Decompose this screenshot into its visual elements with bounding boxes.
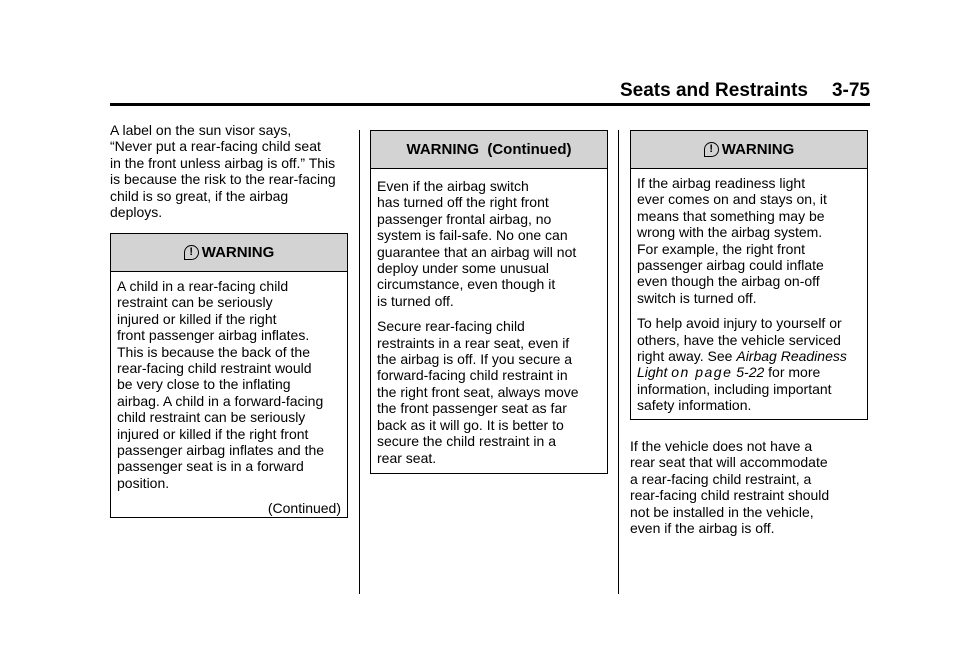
header-text (620, 80, 870, 102)
warning-line: front passenger airbag inflates. (117, 327, 310, 344)
warning-box-1 (110, 233, 348, 518)
warning-line: restraints in a rear seat, even if (377, 334, 570, 351)
warning-line: is turned off. (377, 292, 454, 309)
warning-line: for more (764, 364, 821, 381)
continued-note: (Continued) (267, 500, 341, 517)
intro-line: A label on the sun visor says, (110, 122, 292, 138)
warning-line: rear-facing child restraint would (117, 360, 312, 377)
warning-icon: ! (184, 245, 199, 260)
closing-line: not be installed in the vehicle, (630, 503, 814, 520)
warning-line: wrong with the airbag system. (637, 224, 823, 241)
closing-line: rear seat that will accommodate (630, 454, 828, 471)
column-divider-2 (618, 130, 619, 594)
warning-line: has turned off the right front (377, 194, 549, 211)
warning-line: secure the child restraint in a (377, 433, 556, 450)
warning-line: ever comes on and stays on, it (637, 191, 827, 208)
warning-header (111, 234, 347, 272)
warning-line: switch is turned off. (637, 289, 757, 306)
warning-line: system is fail-safe. No one can (377, 227, 568, 244)
warning-header (631, 131, 867, 169)
warning-line: airbag. A child in a forward-facing (117, 392, 324, 409)
warning-line: passenger seat is in a forward (117, 458, 304, 475)
warning-title: WARNING (Continued) (406, 141, 572, 158)
intro-line: “Never put a rear-facing child seat (110, 138, 321, 155)
warning-line: child restraint can be seriously (117, 409, 306, 426)
warning-title: WARNING (201, 244, 275, 261)
on-page-text: on page (671, 364, 733, 381)
warning-line: passenger airbag inflates and the (117, 442, 325, 459)
cross-reference-link[interactable]: Airbag Readiness (736, 348, 847, 365)
warning-paragraph-2 (637, 315, 861, 413)
cross-reference-link-cont[interactable]: Light (637, 364, 668, 381)
closing-line: even if the airbag is off. (630, 520, 775, 537)
warning-line: Even if the airbag switch (377, 178, 529, 194)
column-divider-1 (359, 130, 360, 594)
warning-line: right away. See (637, 348, 737, 365)
warning-line: be very close to the inflating (117, 376, 291, 393)
page-reference[interactable]: 5-22 (736, 364, 765, 381)
intro-line: deploys. (110, 204, 163, 221)
warning-line: the airbag is off. If you secure a (377, 351, 573, 368)
warning-line: passenger airbag could inflate (637, 257, 824, 274)
warning-body (111, 272, 347, 523)
warning-line: even though the airbag on-off (637, 273, 820, 290)
warning-line: safety information. (637, 397, 752, 414)
intro-line: in the front unless airbag is off.” This (110, 154, 336, 171)
warning-header (371, 131, 607, 169)
warning-line: passenger frontal airbag, no (377, 210, 552, 227)
warning-body (631, 169, 867, 420)
warning-line: deploy under some unusual (377, 260, 550, 277)
warning-line: circumstance, even though it (377, 276, 556, 293)
warning-line: If the airbag readiness light (637, 175, 806, 191)
warning-line: For example, the right front (637, 240, 806, 257)
warning-line: information, including important (637, 380, 832, 397)
warning-paragraph-1 (637, 175, 861, 306)
intro-line: child is so great, if the airbag (110, 187, 289, 204)
warning-paragraph-2 (377, 318, 601, 466)
warning-body (371, 169, 607, 472)
closing-line: a rear-facing child restraint, a (630, 470, 812, 487)
warning-title: WARNING (721, 141, 795, 158)
warning-line: back as it will go. It is better to (377, 416, 564, 433)
warning-text (117, 278, 341, 491)
warning-line: the right front seat, always move (377, 383, 579, 400)
warning-line: A child in a rear-facing child (117, 278, 289, 294)
warning-line: others, have the vehicle serviced (637, 331, 841, 348)
closing-line: rear-facing child restraint should (630, 487, 830, 504)
warning-line: means that something may be (637, 207, 825, 224)
closing-line: If the vehicle does not have a (630, 438, 813, 454)
section-title: Seats and Restraints (620, 80, 808, 101)
warning-line: restraint can be seriously (117, 294, 273, 311)
warning-icon: ! (704, 142, 719, 157)
warning-line: position. (117, 474, 170, 491)
page-number: 3-75 (831, 80, 870, 101)
warning-line: forward-facing child restraint in (377, 367, 568, 384)
page-header (110, 80, 870, 104)
warning-paragraph-1 (377, 178, 601, 309)
header-rule (110, 103, 870, 106)
warning-line: Secure rear-facing child (377, 318, 525, 335)
warning-line: the front passenger seat as far (377, 400, 567, 417)
warning-line: guarantee that an airbag will not (377, 243, 577, 260)
intro-paragraph (110, 122, 350, 220)
warning-line: injured or killed if the right front (117, 425, 309, 442)
warning-box-2 (370, 130, 608, 474)
warning-line: injured or killed if the right (117, 310, 277, 327)
intro-line: is because the risk to the rear-facing (110, 171, 336, 188)
closing-paragraph (630, 438, 870, 536)
warning-line: This is because the back of the (117, 343, 310, 360)
warning-box-3 (630, 130, 868, 420)
warning-line: rear seat. (377, 449, 437, 466)
warning-line: To help avoid injury to yourself or (637, 315, 842, 332)
